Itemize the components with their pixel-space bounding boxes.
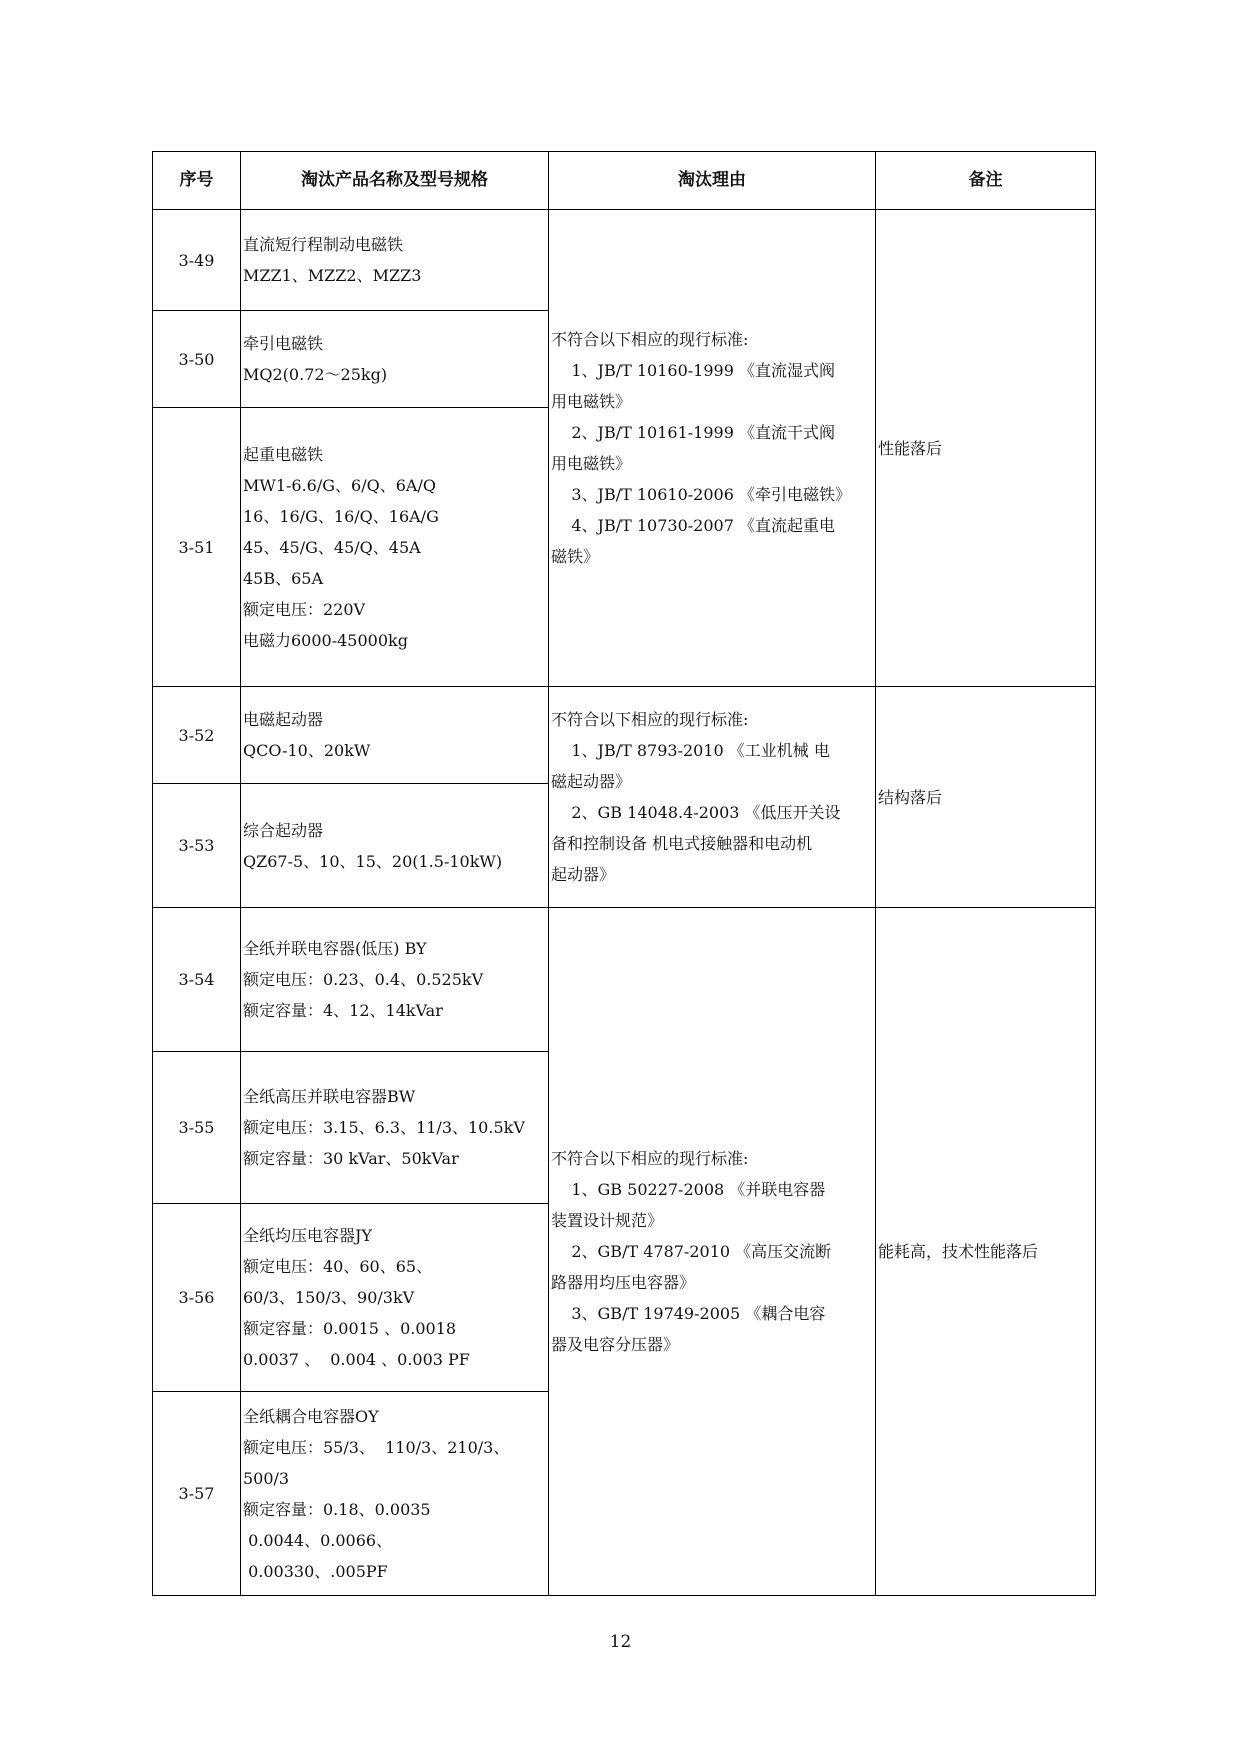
table-row <box>153 908 1096 1052</box>
header-serial-number: 序号 <box>153 152 241 210</box>
product-spec-line: 额定电压：40、60、65、 <box>243 1257 433 1276</box>
product-name-cell <box>241 1052 549 1204</box>
product-spec-line: MQ2(0.72～25kg) <box>243 365 388 384</box>
header-remark: 备注 <box>876 152 1096 210</box>
product-spec-line: MZZ1、MZZ2、MZZ3 <box>243 266 422 285</box>
product-spec-line: MW1-6.6/G、6/Q、6A/Q <box>243 475 436 495</box>
product-name-cell <box>241 784 549 908</box>
serial-number-cell: 3-50 <box>153 311 241 408</box>
reason-line: 器及电容分压器》 <box>551 1335 680 1354</box>
remark-cell: 能耗高，技术性能落后 <box>876 908 1096 1596</box>
reason-cell <box>549 210 876 687</box>
serial-number-cell: 3-57 <box>153 1392 241 1596</box>
reason-line: 装置设计规范》 <box>551 1211 664 1230</box>
remark-cell: 结构落后 <box>876 687 1096 908</box>
reason-cell <box>549 687 876 908</box>
product-spec-line: 额定电压：3.15、6.3、11/3、10.5kV <box>243 1118 525 1137</box>
reason-line: 不符合以下相应的现行标准: <box>551 710 749 729</box>
reason-line: 磁起动器》 <box>551 772 632 791</box>
product-spec-line: 额定容量：4、12、14kVar <box>243 1001 443 1020</box>
product-spec-line: 45、45/G、45/Q、45A <box>243 537 421 557</box>
product-spec-line: 0.0044、0.0066、 <box>243 1530 393 1550</box>
reason-line: 用电磁铁》 <box>551 454 632 473</box>
product-name-cell <box>241 1204 549 1392</box>
product-spec-line: 全纸高压并联电容器BW <box>243 1087 416 1106</box>
product-spec-line: 综合起动器 <box>243 820 324 840</box>
product-spec-line: 牵引电磁铁 <box>243 334 324 353</box>
product-spec-line: 电磁起动器 <box>243 710 324 729</box>
product-name-cell <box>241 1392 549 1596</box>
table-row <box>153 210 1096 311</box>
product-name-cell <box>241 210 549 311</box>
table-header-row <box>153 152 1096 210</box>
serial-number-cell: 3-56 <box>153 1204 241 1392</box>
product-name-cell <box>241 311 549 408</box>
reason-line: 1、JB/T 10160-1999 《直流湿式阀 <box>551 361 835 380</box>
remark-cell: 性能落后 <box>876 210 1096 687</box>
product-spec-line: 额定电压：55/3、 110/3、210/3、 <box>243 1437 510 1457</box>
reason-cell <box>549 908 876 1596</box>
reason-line: 2、GB/T 4787-2010 《高压交流断 <box>551 1242 832 1261</box>
reason-line: 不符合以下相应的现行标准: <box>551 1149 749 1168</box>
page-number: 12 <box>609 1632 632 1652</box>
serial-number-cell: 3-49 <box>153 210 241 311</box>
reason-line: 路器用均压电容器》 <box>551 1273 696 1292</box>
reason-line: 不符合以下相应的现行标准: <box>551 330 749 349</box>
reason-line: 磁铁》 <box>551 547 600 566</box>
reason-line: 起动器》 <box>551 865 616 884</box>
product-spec-line: 额定电压：220V <box>243 599 366 619</box>
reason-line: 3、GB/T 19749-2005 《耦合电容 <box>551 1304 826 1323</box>
product-spec-line: 全纸并联电容器(低压) BY <box>243 939 427 958</box>
product-name-cell <box>241 687 549 784</box>
reason-line: 3、JB/T 10610-2006 《牵引电磁铁》 <box>551 485 851 504</box>
product-spec-line: 全纸耦合电容器OY <box>243 1406 379 1426</box>
product-spec-line: QZ67-5、10、15、20(1.5-10kW) <box>243 851 503 871</box>
product-spec-line: 16、16/G、16/Q、16A/G <box>243 506 439 526</box>
product-spec-line: 45B、65A <box>243 568 324 588</box>
product-spec-line: 0.0037 、 0.004 、0.003 PF <box>243 1350 470 1369</box>
product-name-cell <box>241 408 549 687</box>
serial-number-cell: 3-52 <box>153 687 241 784</box>
serial-number-cell: 3-51 <box>153 408 241 687</box>
product-spec-line: 额定容量：0.18、0.0035 <box>243 1499 431 1519</box>
table-body <box>153 210 1096 1596</box>
product-spec-line: 60/3、150/3、90/3kV <box>243 1288 415 1307</box>
serial-number-cell: 3-54 <box>153 908 241 1052</box>
product-name-cell <box>241 908 549 1052</box>
table-row <box>153 687 1096 784</box>
product-spec-line: 直流短行程制动电磁铁 <box>243 235 404 254</box>
product-spec-line: 0.00330、.005PF <box>243 1561 388 1581</box>
reason-line: 1、GB 50227-2008 《并联电容器 <box>551 1180 826 1199</box>
header-product-name: 淘汰产品名称及型号规格 <box>241 152 549 210</box>
product-spec-line: 额定容量：0.0015 、0.0018 <box>243 1319 457 1338</box>
elimination-table <box>152 151 1096 1596</box>
serial-number-cell: 3-53 <box>153 784 241 908</box>
reason-line: 用电磁铁》 <box>551 392 632 411</box>
product-spec-line: 电磁力6000-45000kg <box>243 630 408 650</box>
reason-line: 4、JB/T 10730-2007 《直流起重电 <box>551 516 835 535</box>
product-spec-line: 500/3 <box>243 1468 290 1488</box>
reason-line: 备和控制设备 机电式接触器和电动机 <box>551 834 813 853</box>
reason-line: 1、JB/T 8793-2010 《工业机械 电 <box>551 741 830 760</box>
product-spec-line: 额定电压：0.23、0.4、0.525kV <box>243 970 484 989</box>
product-spec-line: 起重电磁铁 <box>243 444 324 464</box>
header-reason: 淘汰理由 <box>549 152 876 210</box>
reason-line: 2、GB 14048.4-2003 《低压开关设 <box>551 803 841 822</box>
product-spec-line: QCO-10、20kW <box>243 741 371 760</box>
product-spec-line: 全纸均压电容器JY <box>243 1226 372 1245</box>
serial-number-cell: 3-55 <box>153 1052 241 1204</box>
product-spec-line: 额定容量：30 kVar、50kVar <box>243 1149 459 1168</box>
reason-line: 2、JB/T 10161-1999 《直流干式阀 <box>551 423 835 442</box>
